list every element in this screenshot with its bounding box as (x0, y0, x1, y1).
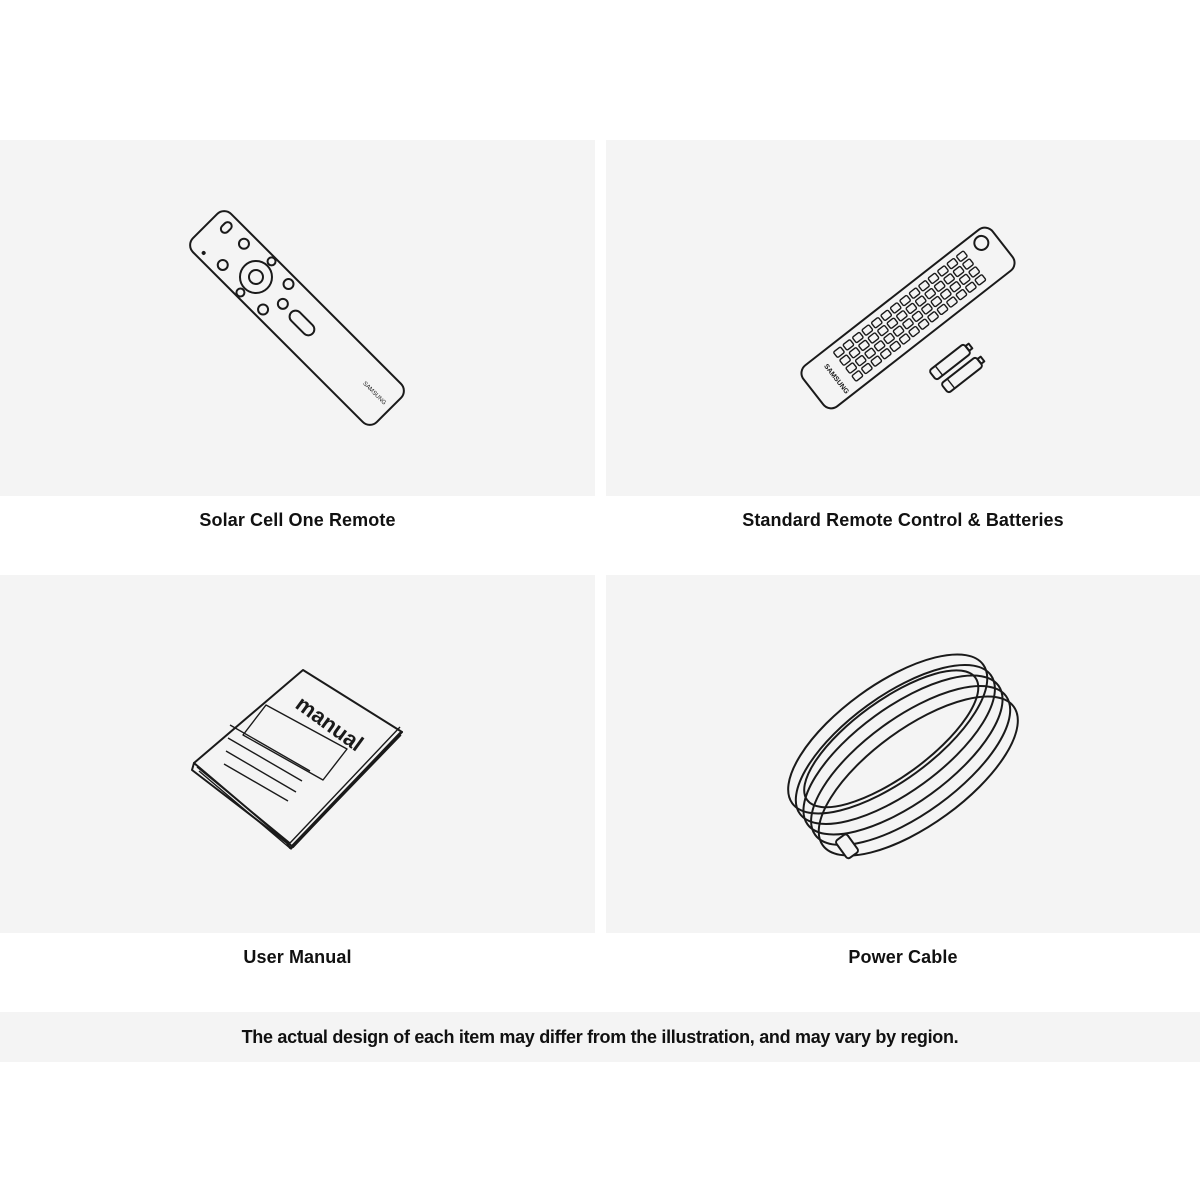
remote-button (899, 333, 910, 344)
remote-button (962, 259, 973, 270)
caption-solar-remote: Solar Cell One Remote (199, 510, 396, 530)
remote-logo-text: SAMSUNG (822, 363, 850, 396)
standard-remote-icon (606, 140, 1200, 496)
remote-button (896, 310, 907, 321)
remote-button (937, 265, 948, 276)
remote-button (909, 288, 920, 299)
remote-button (915, 296, 926, 307)
remote-button (833, 347, 844, 358)
disclaimer-bar (0, 1012, 1200, 1062)
remote-button (862, 325, 873, 336)
remote-button (947, 258, 958, 269)
remote-button (883, 333, 894, 344)
remote-button (956, 251, 967, 262)
remote-button (927, 311, 938, 322)
remote-button (890, 341, 901, 352)
remote-button (868, 332, 879, 343)
manual-cover-text: manual (291, 690, 369, 757)
remote-button (925, 288, 936, 299)
remote-button (956, 289, 967, 300)
remote-button (864, 348, 875, 359)
remote-button (877, 325, 888, 336)
item-panel-standard-remote (606, 140, 1200, 496)
remote-button (934, 281, 945, 292)
remote-button (852, 332, 863, 343)
remote-button (918, 280, 929, 291)
remote-button (940, 289, 951, 300)
remote-button (887, 318, 898, 329)
remote-button (918, 319, 929, 330)
battery-icon (929, 341, 986, 393)
caption-power-cable: Power Cable (848, 947, 958, 967)
remote-button (861, 363, 872, 374)
item-panel-solar-remote (0, 140, 595, 496)
remote-button (858, 340, 869, 351)
item-panel-user-manual (0, 575, 595, 933)
remote-button (969, 266, 980, 277)
power-cable-icon (606, 575, 1200, 933)
remote-button (849, 347, 860, 358)
remote-button (946, 297, 957, 308)
caption-standard-remote: Standard Remote Control & Batteries (742, 510, 1064, 530)
remote-button (959, 274, 970, 285)
item-panel-power-cable (606, 575, 1200, 933)
remote-button (874, 340, 885, 351)
remote-button (852, 370, 863, 381)
manual-icon (0, 575, 595, 933)
remote-button (881, 310, 892, 321)
remote-button (950, 281, 961, 292)
remote-button (839, 355, 850, 366)
remote-button (906, 303, 917, 314)
remote-button (899, 295, 910, 306)
remote-button (893, 326, 904, 337)
remote-button (843, 339, 854, 350)
remote-button (908, 326, 919, 337)
remote-button (937, 304, 948, 315)
remote-button (846, 362, 857, 373)
remote-button (871, 317, 882, 328)
disclaimer-text: The actual design of each item may differ from the illustration, and may vary by region. (241, 1026, 959, 1047)
remote-button (928, 273, 939, 284)
remote-button (965, 282, 976, 293)
remote-button (912, 311, 923, 322)
remote-button (943, 273, 954, 284)
remote-button (890, 302, 901, 313)
solar-remote-icon (0, 140, 595, 496)
remote-button (871, 356, 882, 367)
remote-button (880, 348, 891, 359)
remote-button (953, 266, 964, 277)
remote-button (931, 296, 942, 307)
remote-button (975, 274, 986, 285)
remote-button (902, 318, 913, 329)
remote-button (855, 355, 866, 366)
caption-user-manual: User Manual (243, 947, 352, 967)
remote-logo-text: SAMSUNG (361, 380, 387, 407)
remote-button (921, 303, 932, 314)
